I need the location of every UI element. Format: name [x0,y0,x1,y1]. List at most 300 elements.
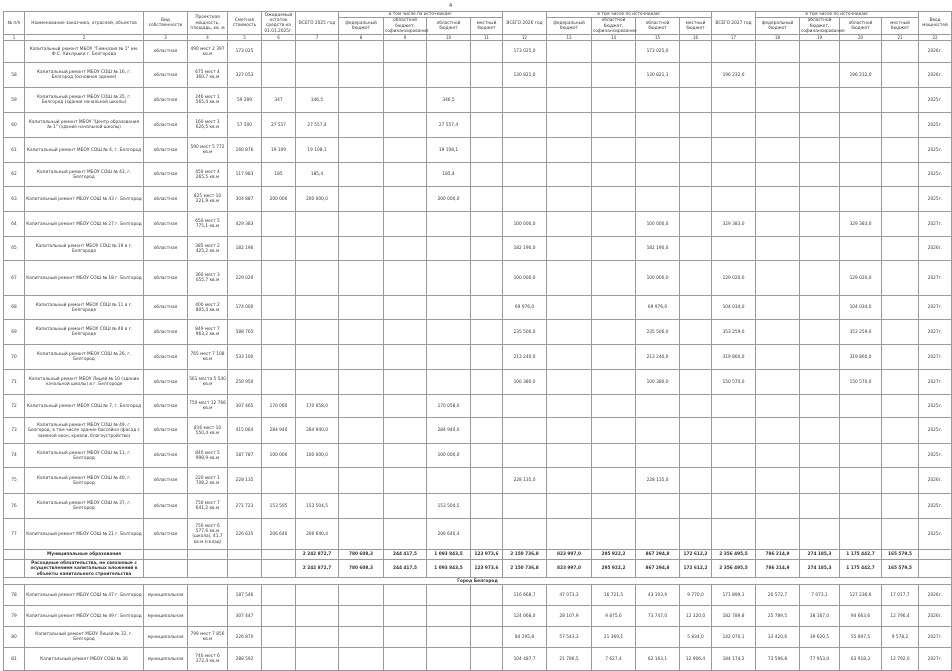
cell-local-2025 [471,585,503,606]
cell-reg-2025: 185,4 [427,163,471,187]
cell-fed-2025 [339,261,384,296]
cell-local-2027 [882,468,919,494]
cell-reg-2027 [840,88,882,113]
cell-regfed-2026 [592,494,636,519]
cell-regfed-2027 [800,519,840,550]
cell-total-2027: 104 034,0 [712,296,756,320]
cell-capacity [188,606,228,627]
cell-reg-2027 [840,163,882,187]
cell-no: 78 [4,585,25,606]
cell-no: 73 [4,418,25,444]
cell-ownership: областная [144,163,188,187]
cell-ownership: областная [144,63,188,88]
cell-capacity [188,550,228,560]
cell-ownership: областная [144,187,188,212]
cell-fed-2026: 823 997,0 [547,560,592,578]
cell-no: 64 [4,212,25,237]
cell-year: 2025г. [919,418,952,444]
cell-regfed-2025 [384,370,427,395]
cell-no: 81 [4,648,25,671]
cell-total-2026: 100 000,0 [503,212,547,237]
cell-local-2027: 12 792,0 [882,648,919,671]
cell-no: 68 [4,296,25,320]
cell-total-2027: 182 789,8 [712,606,756,627]
cell-fed-2027 [756,296,800,320]
cell-total-2027: 184 174,2 [712,648,756,671]
cell-year: 2026г. [919,41,952,63]
cell-total-2025: 19 108,1 [296,138,339,163]
cell-fed-2027 [756,187,800,212]
cell-total-2025 [296,468,339,494]
cell-fed-2025: 780 608,3 [339,550,384,560]
cell-no: 69 [4,320,25,345]
cell-local-2026: 12 320,0 [680,606,712,627]
table-row [4,237,952,261]
cell-fed-2027 [756,519,800,550]
column-number: 16 [680,35,712,41]
column-number: 9 [384,35,427,41]
cell-regfed-2025 [384,418,427,444]
cell-reg-2027 [840,395,882,418]
cell-total-2027 [712,237,756,261]
cell-remaining: 153 505 [262,494,296,519]
cell-regfed-2025 [384,648,427,671]
cell-local-2026 [680,468,712,494]
cell-local-2026 [680,63,712,88]
column-number: 6 [262,35,296,41]
cell-regfed-2027 [800,418,840,444]
cell-regfed-2025 [384,163,427,187]
cell-ownership: областная [144,212,188,237]
cell-remaining [262,627,296,648]
cell-regfed-2026 [592,212,636,237]
cell-year [919,560,952,578]
cell-fed-2026 [547,519,592,550]
cell-no: 77 [4,519,25,550]
table-row [4,88,952,113]
cell-ownership [144,550,188,560]
header-regional: областной бюджет [636,18,680,35]
cell-fed-2025 [339,320,384,345]
cell-regfed-2025 [384,320,427,345]
cell-fed-2026 [547,237,592,261]
cell-regfed-2027 [800,237,840,261]
cell-fed-2026 [547,345,592,370]
cell-name: Капитальный ремонт МБОУ СОШ № 49 г. Белгород [25,606,144,627]
cell-total-2025: 27 557,4 [296,113,339,138]
cell-local-2026 [680,212,712,237]
cell-fed-2026 [547,88,592,113]
cell-total-2025: 153 504,5 [296,494,339,519]
cell-remaining [262,296,296,320]
cell-ownership: областная [144,261,188,296]
cell-reg-2026 [636,519,680,550]
cell-fed-2027 [756,113,800,138]
cell-remaining [262,370,296,395]
cell-regfed-2026 [592,296,636,320]
cell-name: Капитальный ремонт МБОУ СОШ № 37, г. Белгород [25,494,144,519]
cell-fed-2027 [756,345,800,370]
cell-no: 79 [4,606,25,627]
cell-total-2026 [503,444,547,468]
cell-name: Капитальный ремонт МБОУ СОШ № 46 в г. Белгороде [25,320,144,345]
cell-local-2026 [680,237,712,261]
cell-reg-2026: 867 294,8 [636,550,680,560]
column-number: 21 [882,35,919,41]
cell-reg-2027: 104 034,0 [840,296,882,320]
cell-local-2025 [471,261,503,296]
cell-total-2027 [712,494,756,519]
table-row [4,261,952,296]
cell-fed-2027: 786 214,9 [756,550,800,560]
cell-ownership: муниципальная [144,585,188,606]
cell-total-2025 [296,627,339,648]
cell-total-2027 [712,395,756,418]
header-name: Наименование заказчика, отраслей, объектов [25,12,144,35]
cell-total-2027 [712,113,756,138]
cell-remaining: 206 640 [262,519,296,550]
cell-capacity: 400 мест 2 805,4 кв.м [188,296,228,320]
header-total-2026: ВСЕГО 2026 год [503,12,547,35]
cell-fed-2026: 28 107,9 [547,606,592,627]
cell-capacity: 450 мест 4 265,5 кв.м [188,163,228,187]
cell-fed-2025 [339,395,384,418]
cell-reg-2026: 43 103,9 [636,585,680,606]
cell-total-2025 [296,296,339,320]
column-number: 3 [144,35,188,41]
cell-total-2025: 170 058,0 [296,395,339,418]
cell-local-2025 [471,418,503,444]
cell-reg-2025 [427,296,471,320]
cell-total-2027 [712,444,756,468]
cell-reg-2025: 284 940,0 [427,418,471,444]
cell-local-2027: 17 017,7 [882,585,919,606]
cell-local-2027 [882,212,919,237]
column-number: 19 [800,35,840,41]
header-federal: федеральный бюджет [547,18,592,35]
cell-capacity: 765 мест 7 108 кв.м [188,345,228,370]
cell-capacity: 740 мест 6 372,4 кв.м [188,648,228,671]
cell-capacity: 849 мест 7 963,2 кв.м [188,320,228,345]
cell-local-2027 [882,187,919,212]
cell-reg-2025 [427,606,471,627]
cell-cost: 187 787 [228,444,262,468]
cell-local-2025 [471,627,503,648]
cell-local-2027 [882,444,919,468]
cell-regfed-2025 [384,113,427,138]
cell-regfed-2025 [384,41,427,63]
cell-regfed-2027 [800,395,840,418]
cell-fed-2027 [756,418,800,444]
cell-fed-2026: 47 073,3 [547,585,592,606]
cell-regfed-2026 [592,163,636,187]
cell-remaining [262,550,296,560]
cell-fed-2026 [547,296,592,320]
cell-no: 60 [4,113,25,138]
cell-fed-2027 [756,88,800,113]
cell-capacity: 750 мест 6 577,6 кв.м (школа), 41,7 кв.м (склад) [188,519,228,550]
header-federal: федеральный бюджет [756,18,800,35]
cell-regfed-2027 [800,261,840,296]
cell-total-2025 [296,261,339,296]
cell-local-2027 [882,519,919,550]
header-federal: федеральный бюджет [339,18,384,35]
cell-no [4,560,25,578]
cell-total-2026: 104 487,7 [503,648,547,671]
cell-cost [228,550,262,560]
cell-local-2025: 123 973,6 [471,560,503,578]
cell-capacity: 750 мест 12 766 кв.м [188,395,228,418]
cell-total-2026: 228 135,0 [503,468,547,494]
cell-fed-2025 [339,418,384,444]
header-total-2025: ВСЕГО 2025 год [296,12,339,35]
cell-reg-2025: 27 557,4 [427,113,471,138]
cell-remaining [262,468,296,494]
cell-year: 2025г. [919,88,952,113]
cell-cost: 229 020 [228,261,262,296]
cell-fed-2026: 57 543,3 [547,627,592,648]
cell-year: 2025г. [919,519,952,550]
cell-name: Капитальный ремонт МБОУ СОШ № 36 [25,648,144,671]
cell-reg-2026 [636,88,680,113]
cell-local-2025 [471,212,503,237]
cell-no: 63 [4,187,25,212]
cell-local-2025 [471,163,503,187]
cell-total-2027 [712,418,756,444]
cell-regfed-2027: 7 073,1 [800,585,840,606]
cell-ownership: областная [144,237,188,261]
cell-no: 72 [4,395,25,418]
cell-fed-2025 [339,41,384,63]
cell-reg-2026 [636,627,680,648]
cell-regfed-2026 [592,138,636,163]
cell-name: Муниципальные образования [25,550,144,560]
cell-regfed-2027 [800,345,840,370]
cell-cost: 533 100 [228,345,262,370]
cell-year: 2025г. [919,138,952,163]
cell-capacity: 750 мест 7 641,2 кв.м [188,494,228,519]
cell-regfed-2027: 274 185,3 [800,560,840,578]
cell-reg-2026 [636,444,680,468]
cell-fed-2025 [339,163,384,187]
cell-local-2027 [882,163,919,187]
cell-reg-2027: 1 175 442,7 [840,550,882,560]
cell-capacity: 840 мест 5 998,9 кв.м [188,444,228,468]
cell-total-2026: 69 976,0 [503,296,547,320]
table-row [4,627,952,648]
cell-no: 59 [4,88,25,113]
cell-remaining: 200 000 [262,187,296,212]
cell-remaining: 347 [262,88,296,113]
cell-year: 2027г. [919,627,952,648]
cell-fed-2025 [339,585,384,606]
table-row [4,444,952,468]
cell-fed-2027: 20 572,7 [756,585,800,606]
table-row [4,418,952,444]
cell-reg-2026: 100 000,0 [636,212,680,237]
cell-total-2025: 206 640,4 [296,519,339,550]
cell-no: 80 [4,627,25,648]
cell-reg-2025: 1 093 843,5 [427,560,471,578]
cell-cost: 174 000 [228,296,262,320]
cell-reg-2026 [636,418,680,444]
cell-fed-2027 [756,395,800,418]
cell-cost: 307 447 [228,606,262,627]
cell-name: Капитальный ремонт МБОУ СОШ № 11, г. Белгород [25,444,144,468]
cell-local-2027 [882,395,919,418]
cell-reg-2025 [427,261,471,296]
cell-regfed-2025 [384,88,427,113]
cell-capacity: 360 мест 3 055,7 кв.м [188,261,228,296]
cell-regfed-2027 [800,163,840,187]
column-number: 5 [228,35,262,41]
cell-fed-2027 [756,261,800,296]
cell-fed-2025 [339,444,384,468]
cell-local-2026 [680,370,712,395]
cell-reg-2026: 130 821,1 [636,63,680,88]
cell-name: Капитальный ремонт МБОУ СОШ № 16, г. Белгород (основное здание) [25,63,144,88]
cell-no: 65 [4,237,25,261]
cell-year: 2025г. [919,113,952,138]
cell-local-2027 [882,418,919,444]
table-row [4,212,952,237]
cell-year: 2026г. [919,468,952,494]
cell-regfed-2027: 39 620,5 [800,627,840,648]
cell-cost: 117 983 [228,163,262,187]
cell-cost: 271 723 [228,494,262,519]
cell-total-2025 [296,345,339,370]
cell-total-2027: 150 570,0 [712,370,756,395]
cell-fed-2027 [756,41,800,63]
cell-regfed-2025 [384,138,427,163]
cell-remaining [262,63,296,88]
table-row [4,63,952,88]
cell-regfed-2025: 244 417,5 [384,560,427,578]
cell-reg-2025 [427,320,471,345]
cell-remaining: 185 [262,163,296,187]
cell-fed-2025 [339,606,384,627]
cell-local-2027 [882,237,919,261]
cell-total-2027: 319 860,0 [712,345,756,370]
header-ownership: Вид собственности [144,12,188,35]
cell-no: 74 [4,444,25,468]
cell-reg-2026 [636,138,680,163]
cell-reg-2027: 196 232,0 [840,63,882,88]
cell-total-2027: 329 383,0 [712,212,756,237]
cell-capacity: 816 мест 10 550,4 кв.м [188,418,228,444]
cell-local-2026 [680,345,712,370]
cell-local-2025 [471,519,503,550]
cell-total-2025 [296,370,339,395]
cell-year: 2025г. [919,444,952,468]
cell-regfed-2027: 77 953,0 [800,648,840,671]
header-regional: областной бюджет [427,18,471,35]
cell-fed-2025 [339,138,384,163]
cell-regfed-2026 [592,468,636,494]
cell-total-2026 [503,113,547,138]
cell-no: 61 [4,138,25,163]
cell-total-2026: 116 668,7 [503,585,547,606]
cell-local-2026: 172 612,2 [680,560,712,578]
cell-local-2025 [471,296,503,320]
cell-cost: 226 635 [228,519,262,550]
cell-fed-2026 [547,163,592,187]
cell-reg-2026 [636,113,680,138]
cell-local-2025 [471,606,503,627]
cell-total-2026 [503,187,547,212]
cell-reg-2025 [427,370,471,395]
cell-total-2027: 353 259,0 [712,320,756,345]
cell-name: Капитальный ремонт МБОУ "Центр образования № 1" (здание начальной школы) [25,113,144,138]
header-local: местный бюджет [680,18,712,35]
cell-local-2026 [680,519,712,550]
cell-local-2027 [882,88,919,113]
cell-total-2026: 2 150 736,8 [503,550,547,560]
cell-reg-2026 [636,494,680,519]
cell-fed-2027: 25 789,5 [756,606,800,627]
cell-remaining [262,606,296,627]
cell-regfed-2026 [592,187,636,212]
table-row [4,113,952,138]
cell-regfed-2025 [384,606,427,627]
cell-reg-2027: 353 259,0 [840,320,882,345]
cell-ownership: областная [144,88,188,113]
cell-local-2027 [882,113,919,138]
cell-total-2026 [503,519,547,550]
cell-local-2026 [680,320,712,345]
cell-regfed-2026 [592,345,636,370]
cell-local-2027 [882,261,919,296]
column-number: 2 [25,35,144,41]
cell-local-2027: 165 579,5 [882,550,919,560]
cell-reg-2025 [427,585,471,606]
cell-local-2026 [680,187,712,212]
cell-fed-2025 [339,468,384,494]
cell-total-2027 [712,88,756,113]
cell-reg-2025: 206 640,4 [427,519,471,550]
cell-reg-2027: 55 897,5 [840,627,882,648]
cell-name: Расходные обязательства, не связанные с осуществлением капитальных вложений в объекты капитального строительства [25,560,144,578]
cell-fed-2027 [756,237,800,261]
cell-ownership: областная [144,468,188,494]
column-number: 17 [712,35,756,41]
cell-regfed-2026 [592,519,636,550]
cell-ownership: муниципальная [144,606,188,627]
table-row [4,468,952,494]
cell-capacity: 490 мест 2 397 кв.м [188,41,228,63]
cell-reg-2026: 228 135,0 [636,468,680,494]
cell-regfed-2025 [384,627,427,648]
cell-cost: 429 383 [228,212,262,237]
cell-total-2025 [296,320,339,345]
cell-name: Капитальный ремонт МБОУ СОШ № 35, г. Белгород (здание начальной школы) [25,88,144,113]
cell-regfed-2027 [800,88,840,113]
cell-cost [228,560,262,578]
cell-fed-2026: 21 786,5 [547,648,592,671]
cell-ownership: областная [144,519,188,550]
table-row [4,296,952,320]
cell-reg-2026: 173 025,0 [636,41,680,63]
cell-fed-2027: 33 420,6 [756,627,800,648]
cell-fed-2025 [339,113,384,138]
cell-local-2025 [471,395,503,418]
cell-regfed-2026: 21 369,1 [592,627,636,648]
table-row [4,187,952,212]
cell-capacity: 590 мест 5 772 кв.м [188,138,228,163]
cell-no: 62 [4,163,25,187]
cell-fed-2025 [339,519,384,550]
cell-regfed-2025 [384,237,427,261]
